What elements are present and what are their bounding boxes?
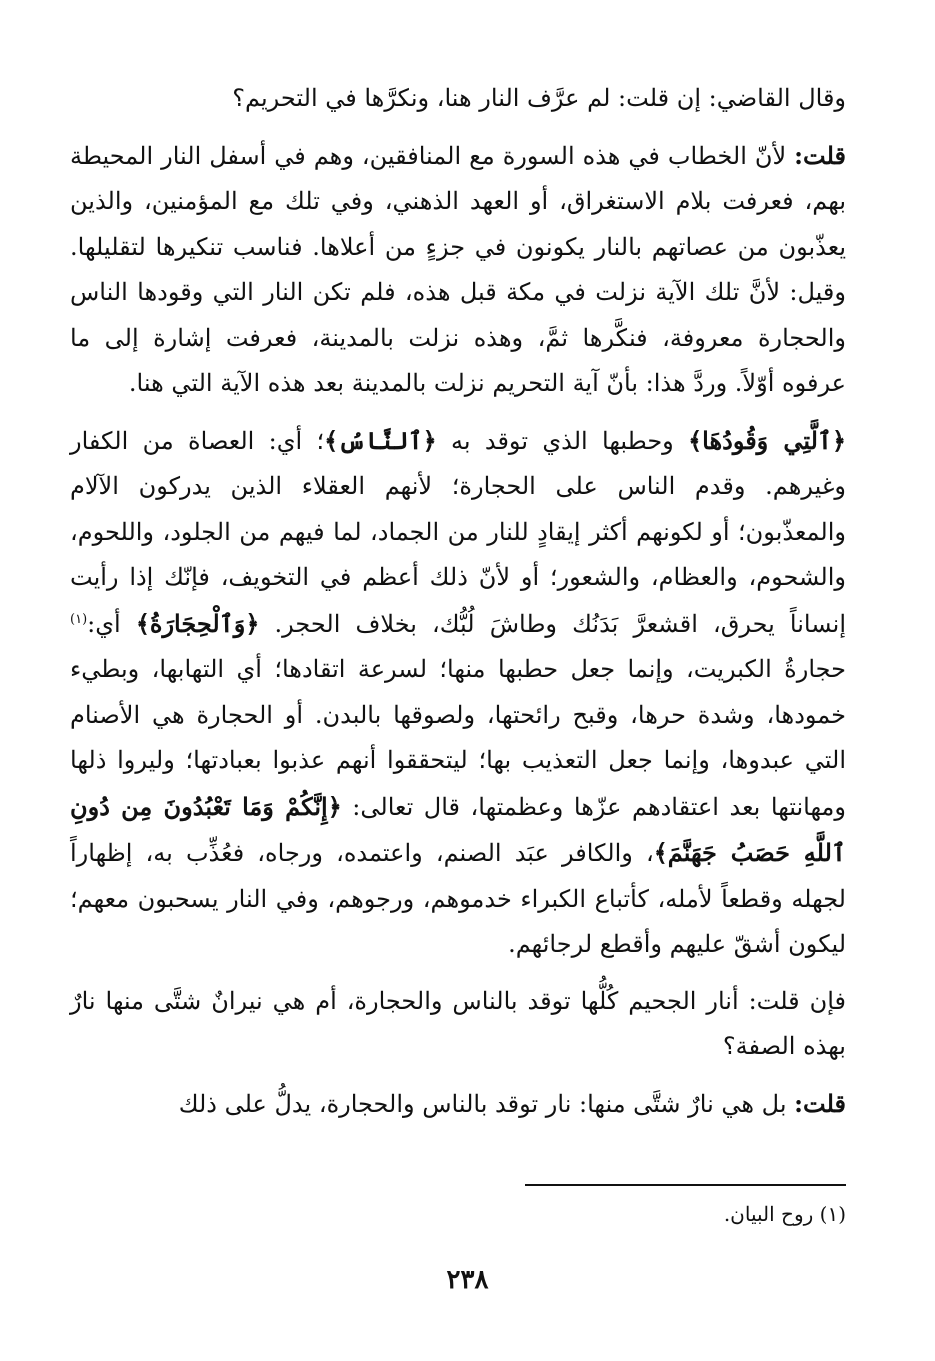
answer-lead: قلت: <box>794 1088 846 1118</box>
page-number: ٢٣٨ <box>446 1265 489 1295</box>
paragraph-answer-1 <box>70 133 846 407</box>
paragraph-text: ؛ أي: العصاة من الكفار وغيرهم. وقدم الناس على الحجارة؛ لأنهم العقلاء الذين يدركون الآلام والمعذّبون؛ أو لكونهم أكثر إيقادٍ للنار من الجماد، لما فيهم من الجلود، واللحوم، والشحوم، والعظام، والشعور؛ أو لأنّ ذلك أعظم في التخويف، فإنّك إذا رأيت إنساناً يحرق، اقشعرَّ بَدَنُك وطاشَ لُبُّك، بخلاف الحجر. <box>70 426 847 638</box>
paragraph-text: وقال القاضي: إن قلت: لم عرَّف النار هنا، ونكرَّها في التحريم؟ <box>232 84 846 112</box>
footnote-divider <box>525 1184 846 1186</box>
paragraph-tafsir <box>70 418 846 968</box>
paragraph-qadi-question <box>70 76 846 122</box>
page-body <box>70 76 846 1127</box>
paragraph-text: فإن قلت: أنار الجحيم كُلُّها توقد بالناس والحجارة، أم هي نيرانٌ شتَّى منها نارٌ بهذه الصفة؟ <box>70 986 846 1060</box>
paragraph-text: بل هي نارٌ شتَّى منها: نار توقد بالناس والحجارة، يدلُّ على ذلك <box>178 1089 795 1118</box>
paragraph-text: أي: <box>87 609 136 638</box>
paragraph-question-2 <box>70 979 846 1070</box>
paragraph-text: حجارةُ الكبريت، وإنما جعل حطبها منها؛ لسرعة اتقادها؛ أي التهابها، وبطيء خمودها، وشدة حرها، وقبح رائحتها، ولصوقها بالبدن. أو الحجارة هي الأصنام التي عبدوها، وإنما جعل التعذيب بها؛ ليتحققوا أنهم عذبوا بعبادتها؛ وليروا ذلها ومهانتها بعد اعتقادهم عزّها وعظمتها، قال تعالى: <box>70 655 847 821</box>
quran-quote: ﴿ٱلَّتِي وَقُودُهَا﴾ <box>688 425 847 455</box>
quran-quote: ﴿ٱلنَّاسُ﴾ <box>324 425 437 455</box>
paragraph-text: لأنّ الخطاب في هذه السورة مع المنافقين، وهم في أسفل النار المحيطة بهم، فعرفت بلام الاستغراق، أو العهد الذهني، وفي تلك مع المؤمنين، والذين يعذّبون من عصاتهم بالنار يكونون في جزءٍ من أعلاها. فناسب تنكيرها لتقليلها. وقيل: لأنَّ تلك الآية نزلت في مكة قبل هذه، فلم تكن النار التي وقودها الناس والحجارة معروفة، فنكَّرها ثمَّ، وهذه نزلت بالمدينة، فعرفت إشارة إلى ما عرفوه أوّلاً. وردَّ هذا: بأنّ آية التحريم نزلت بالمدينة بعد هذه الآية التي هنا. <box>70 141 846 397</box>
answer-lead: قلت: <box>794 140 846 170</box>
quran-quote: ﴿وَٱلْحِجَارَةُ﴾ <box>135 608 260 638</box>
footnote: (١) روح البيان. <box>723 1202 846 1226</box>
paragraph-text: ، والكافر عبَد الصنم، واعتمده، ورجاه، فعُذِّب به، إظهاراً لجهله وقطعاً لأمله، كأتباع الكبراء خدموهم، ورجوهم، وفي النار يسحبون معهم؛ ليكون أشقّ عليهم وأقطع لرجائهم. <box>70 839 846 958</box>
footnote-reference[interactable]: (١) <box>70 611 88 627</box>
quran-quote: ﴿إِنَّكُمْ وَمَا تَعْبُدُونَ مِن دُونِ ٱللَّهِ حَصَبُ جَهَنَّمَ﴾ <box>70 791 846 867</box>
paragraph-answer-2 <box>70 1081 846 1128</box>
paragraph-text: وحطبها الذي توقد به <box>436 426 689 455</box>
